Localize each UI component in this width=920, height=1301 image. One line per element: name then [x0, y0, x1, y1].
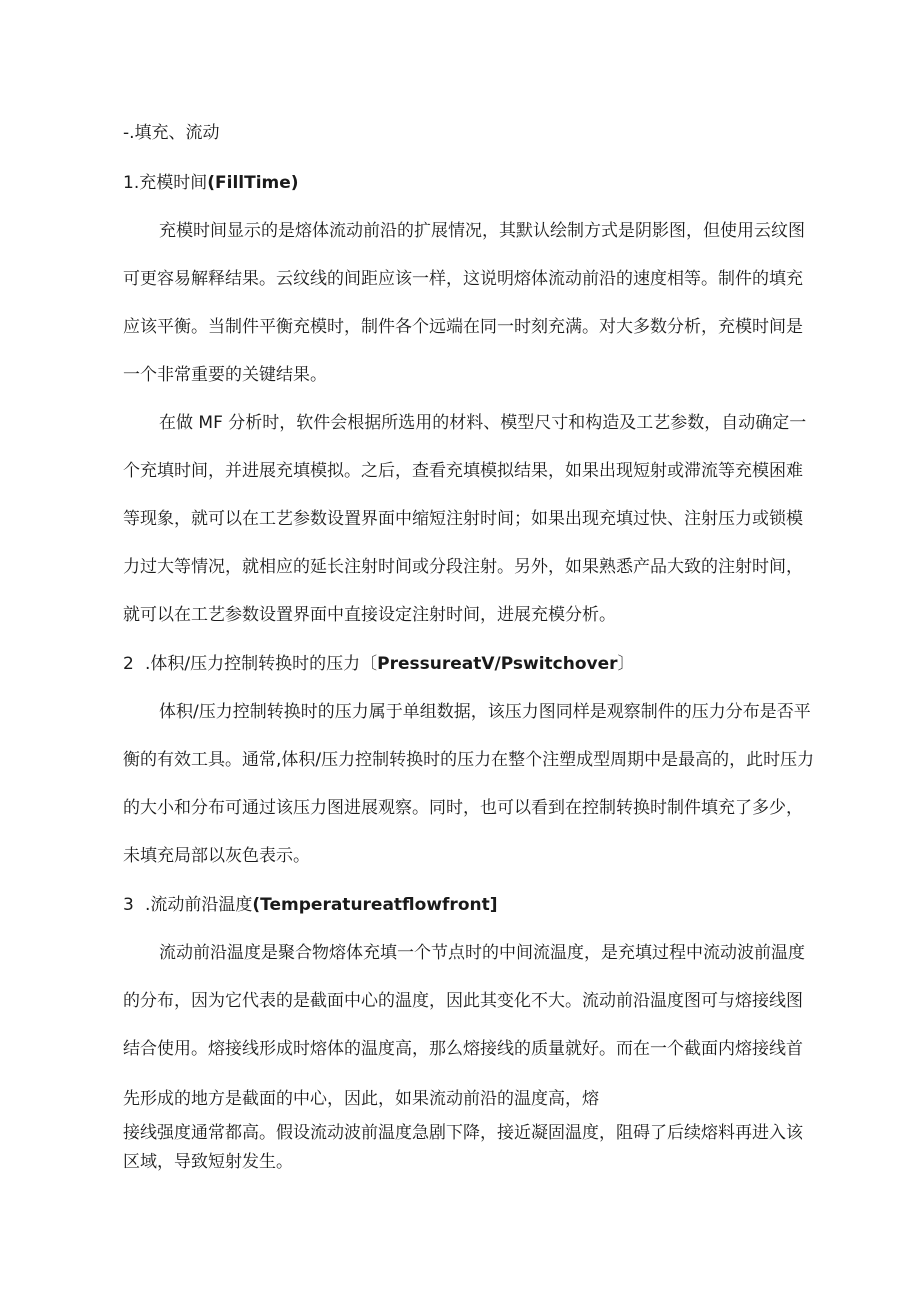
paragraph-line: 接线强度通常都高。假设流动波前温度急剧下降，接近凝固温度，阻碍了后续熔料再进入该 [123, 1123, 803, 1143]
paragraph-line: 就可以在工艺参数设置界面中直接设定注射时间，进展充模分析。 [123, 605, 616, 625]
paragraph-line: 的分布，因为它代表的是截面中心的温度，因此其变化不大。流动前沿温度图可与熔接线图 [123, 991, 803, 1011]
paragraph-line: 体积/压力控制转换时的压力属于单组数据，该压力图同样是观察制件的压力分布是否平 [159, 702, 811, 722]
heading-flow-front-temperature [123, 894, 498, 916]
paragraph-line: 未填充局部以灰色表示。 [123, 846, 310, 866]
paragraph-line: 一个非常重要的关键结果。 [123, 365, 327, 385]
heading-text: .体积/压力控制转换时的压力〔 [145, 654, 378, 674]
paragraph-line: 力过大等情况，就相应的延长注射时间或分段注射。另外，如果熟悉产品大致的注射时间， [123, 557, 803, 577]
heading-fill-time [123, 172, 299, 194]
heading-tail: 〕 [617, 654, 635, 674]
paragraph-line: 在做 MF 分析时，软件会根据所选用的材料、模型尺寸和构造及工艺参数，自动确定一 [159, 413, 807, 433]
section-title: -.填充、流动 [123, 123, 220, 143]
heading-pressure-switchover [123, 653, 635, 675]
paragraph-line: 结合使用。熔接线形成时熔体的温度高，那么熔接线的质量就好。而在一个截面内熔接线首 [123, 1039, 803, 1059]
paragraph-line: 流动前沿温度是聚合物熔体充填一个节点时的中间流温度，是充填过程中流动波前温度 [159, 943, 805, 963]
paragraph-line: 个充填时间，并进展充填模拟。之后，查看充填模拟结果，如果出现短射或滞流等充模困难 [123, 461, 803, 481]
paragraph-line: 可更容易解释结果。云纹线的间距应该一样，这说明熔体流动前沿的速度相等。制件的填充 [123, 269, 803, 289]
paragraph-line: 区域，导致短射发生。 [123, 1152, 293, 1172]
heading-text: 充模时间 [139, 173, 208, 193]
paragraph-line: 应该平衡。当制件平衡充模时，制件各个远端在同一时刻充满。对大多数分析，充模时间是 [123, 317, 803, 337]
paragraph-line: 等现象，就可以在工艺参数设置界面中缩短注射时间；如果出现充填过快、注射压力或锁模 [123, 509, 803, 529]
paragraph-line: 的大小和分布可通过该压力图进展观察。同时，也可以看到在控制转换时制件填充了多少， [123, 798, 803, 818]
paragraph-line: 先形成的地方是截面的中心，因此，如果流动前沿的温度高，熔 [123, 1089, 599, 1109]
heading-english: (FillTime) [207, 173, 299, 193]
heading-text: .流动前沿温度 [145, 895, 253, 915]
heading-english: (Temperatureatflowfront] [252, 895, 498, 915]
heading-number: 1. [123, 173, 140, 193]
heading-number: 2 [123, 654, 134, 674]
heading-english: PressureatV/Pswitchover [377, 654, 618, 674]
paragraph-line: 充模时间显示的是熔体流动前沿的扩展情况，其默认绘制方式是阴影图，但使用云纹图 [159, 221, 805, 241]
heading-number: 3 [123, 895, 134, 915]
paragraph-line: 衡的有效工具。通常,体积/压力控制转换时的压力在整个注塑成型周期中是最高的，此时压力 [123, 750, 815, 770]
